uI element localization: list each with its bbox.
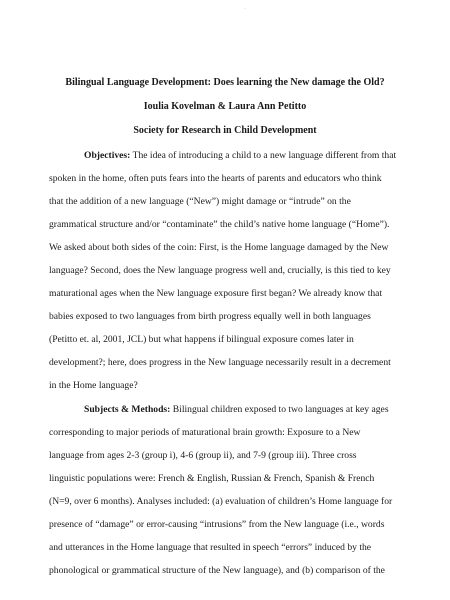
methods-line: corresponding to major periods of maturational brain growth: Exposure to a New <box>49 427 361 438</box>
methods-first-line <box>84 404 389 416</box>
objectives-line: spoken in the home, often puts fears into the hearts of parents and educators who think <box>49 173 382 184</box>
document-title: Bilingual Language Development: Does learning the New damage the Old? <box>65 77 385 88</box>
methods-first-text: Bilingual children exposed to two languages at key ages <box>172 404 389 415</box>
methods-line: (N=9, over 6 months). Analyses included: (a) evaluation of children’s Home language for <box>49 496 393 507</box>
objectives-line: maturational ages when the New language exposure first began? We already know that <box>49 288 383 299</box>
objectives-line: development?; here, does progress in the New language necessarily result in a decrement <box>49 357 391 368</box>
methods-line: presence of “damage” or error-causing “intrusions” from the New language (i.e., words <box>49 519 385 530</box>
authors: Ioulia Kovelman & Laura Ann Petitto <box>143 101 307 112</box>
methods-line: linguistic populations were: French & English, Russian & French, Spanish & French <box>49 473 375 484</box>
methods-heading: Subjects & Methods: <box>84 404 171 415</box>
objectives-heading: Objectives: <box>84 150 131 161</box>
objectives-line: that the addition of a new language (“New”) might damage or “intrude” on the <box>49 196 351 207</box>
objectives-line: in the Home language? <box>49 380 138 391</box>
objectives-line: language? Second, does the New language progress well and, crucially, is this tied to key <box>49 265 391 276</box>
objectives-line: We asked about both sides of the coin: First, is the Home language damaged by the New <box>49 242 389 253</box>
affiliation: Society for Research in Child Development <box>133 125 317 136</box>
methods-line: and utterances in the Home language that resulted in speech “errors” induced by the <box>49 542 372 553</box>
methods-line: language from ages 2-3 (group i), 4-6 (group ii), and 7-9 (group iii). Three cross <box>49 450 357 461</box>
objectives-line: (Petitto et. al, 2001, JCL) but what happens if bilingual exposure comes later in <box>49 334 354 345</box>
objectives-first-line <box>84 150 396 162</box>
objectives-line: babies exposed to two languages from birth progress equally well in both languages <box>49 311 371 322</box>
methods-line: phonological or grammatical structure of the New language), and (b) comparison of the <box>49 565 385 576</box>
objectives-line: grammatical structure and/or “contaminate” the child’s native home language (“Home”). <box>49 219 390 230</box>
scan-mark: · <box>244 6 246 12</box>
objectives-first-text: The idea of introducing a child to a new language different from that <box>132 150 397 161</box>
